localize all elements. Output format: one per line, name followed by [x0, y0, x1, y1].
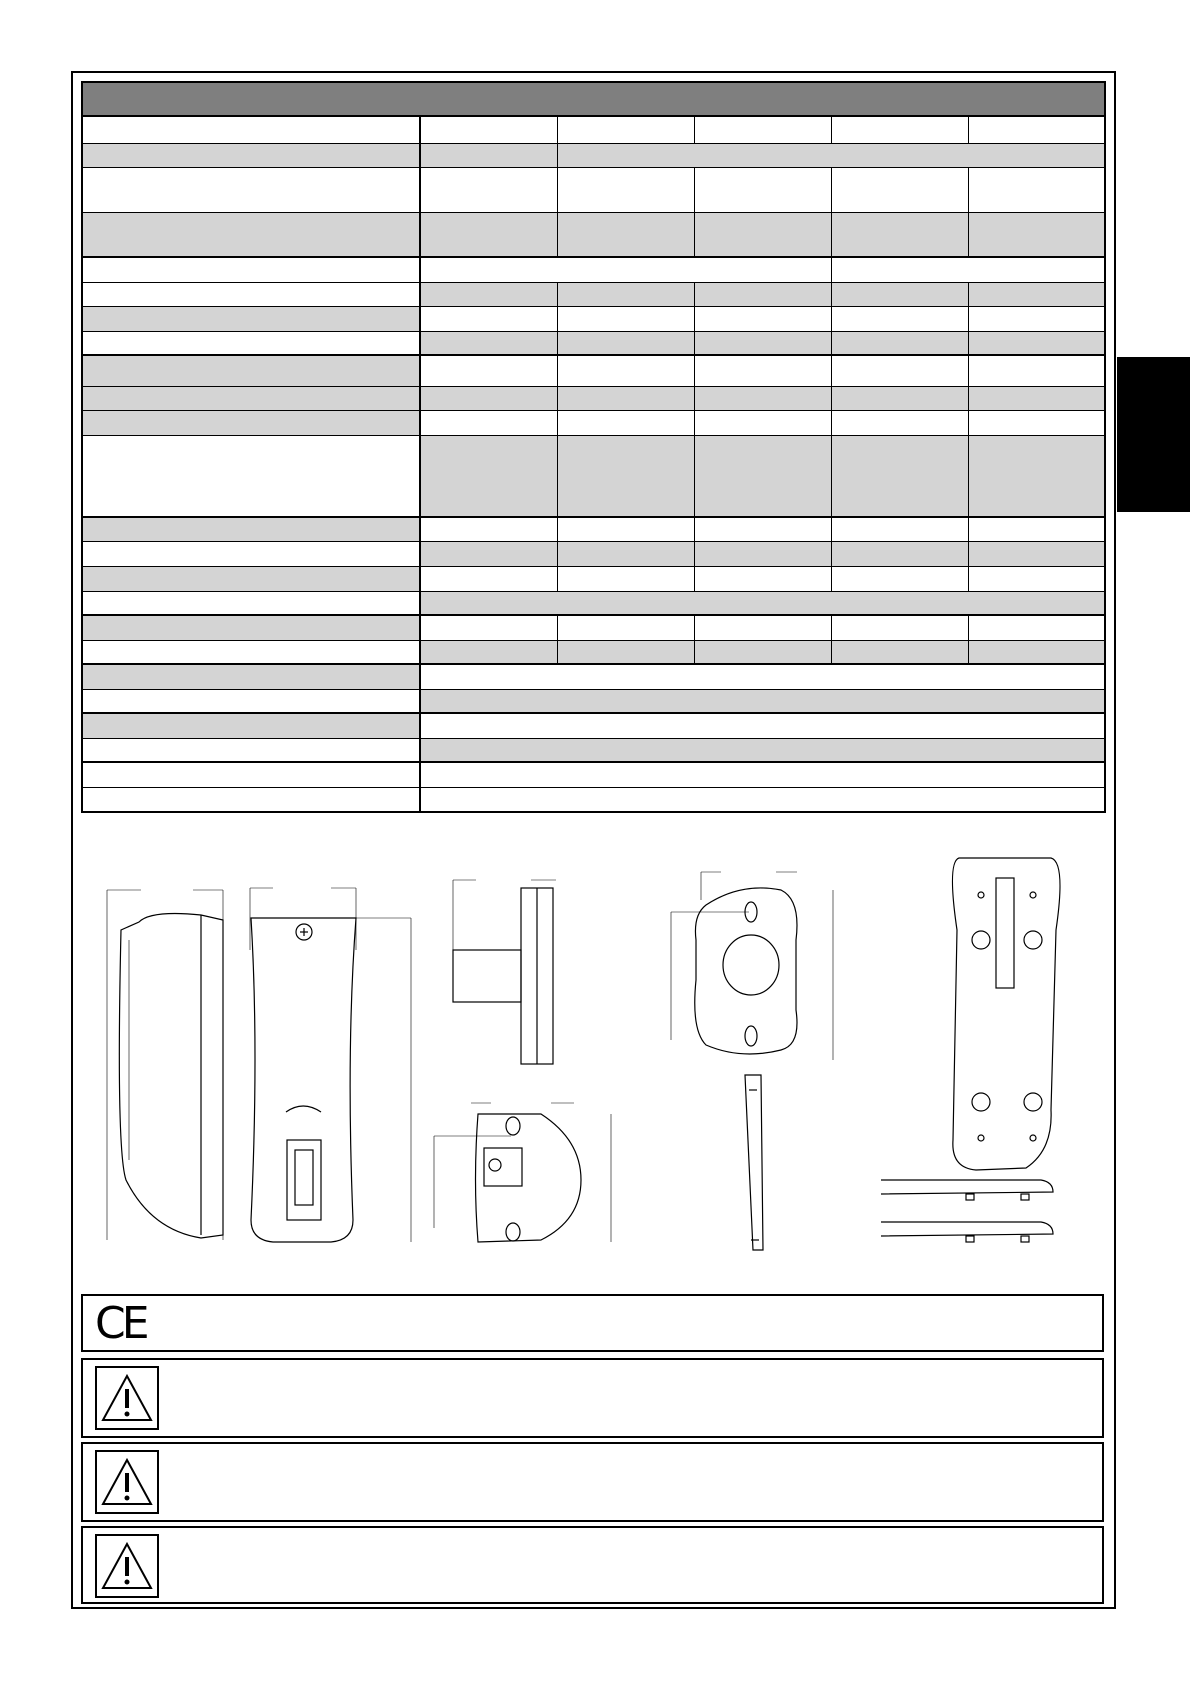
table-row — [82, 517, 1105, 541]
wall-plate-side-drawing — [745, 1075, 763, 1250]
table-row — [82, 167, 1105, 212]
table-row — [82, 143, 1105, 167]
warning-box-1 — [81, 1358, 1104, 1438]
column-plate-drawing — [881, 858, 1060, 1242]
technical-specifications-table — [81, 81, 1106, 813]
table-row — [82, 306, 1105, 331]
table-row — [82, 640, 1105, 664]
table-row — [82, 212, 1105, 257]
table-row — [82, 116, 1105, 143]
table-row — [82, 541, 1105, 566]
table-row — [82, 282, 1105, 306]
bracket-front-drawing — [434, 1103, 611, 1242]
table-row — [82, 713, 1105, 738]
warning-triangle-icon — [95, 1366, 159, 1430]
table-row — [82, 787, 1105, 812]
table-row — [82, 355, 1105, 386]
warning-box-3 — [81, 1526, 1104, 1604]
language-tab — [1117, 357, 1190, 512]
table-row — [82, 410, 1105, 435]
ce-mark: CE — [95, 1298, 146, 1349]
table-row — [82, 615, 1105, 640]
table-row — [82, 566, 1105, 591]
table-row — [82, 386, 1105, 410]
table-row — [82, 331, 1105, 355]
warning-box-2 — [81, 1442, 1104, 1522]
table-title-row — [82, 82, 1105, 116]
dimension-drawings — [81, 850, 1104, 1260]
bracket-side-drawing — [453, 880, 556, 1064]
warning-triangle-icon — [95, 1534, 159, 1598]
table-row — [82, 738, 1105, 762]
table-row — [82, 689, 1105, 713]
warning-triangle-icon — [95, 1450, 159, 1514]
table-row — [82, 762, 1105, 787]
front-view-drawing — [250, 888, 411, 1242]
table-row — [82, 591, 1105, 615]
table-row — [82, 664, 1105, 689]
side-view-drawing — [107, 890, 223, 1240]
table-row — [82, 257, 1105, 282]
table-row — [82, 435, 1105, 517]
ce-declaration-box — [81, 1294, 1104, 1352]
wall-plate-front-drawing — [671, 872, 833, 1060]
